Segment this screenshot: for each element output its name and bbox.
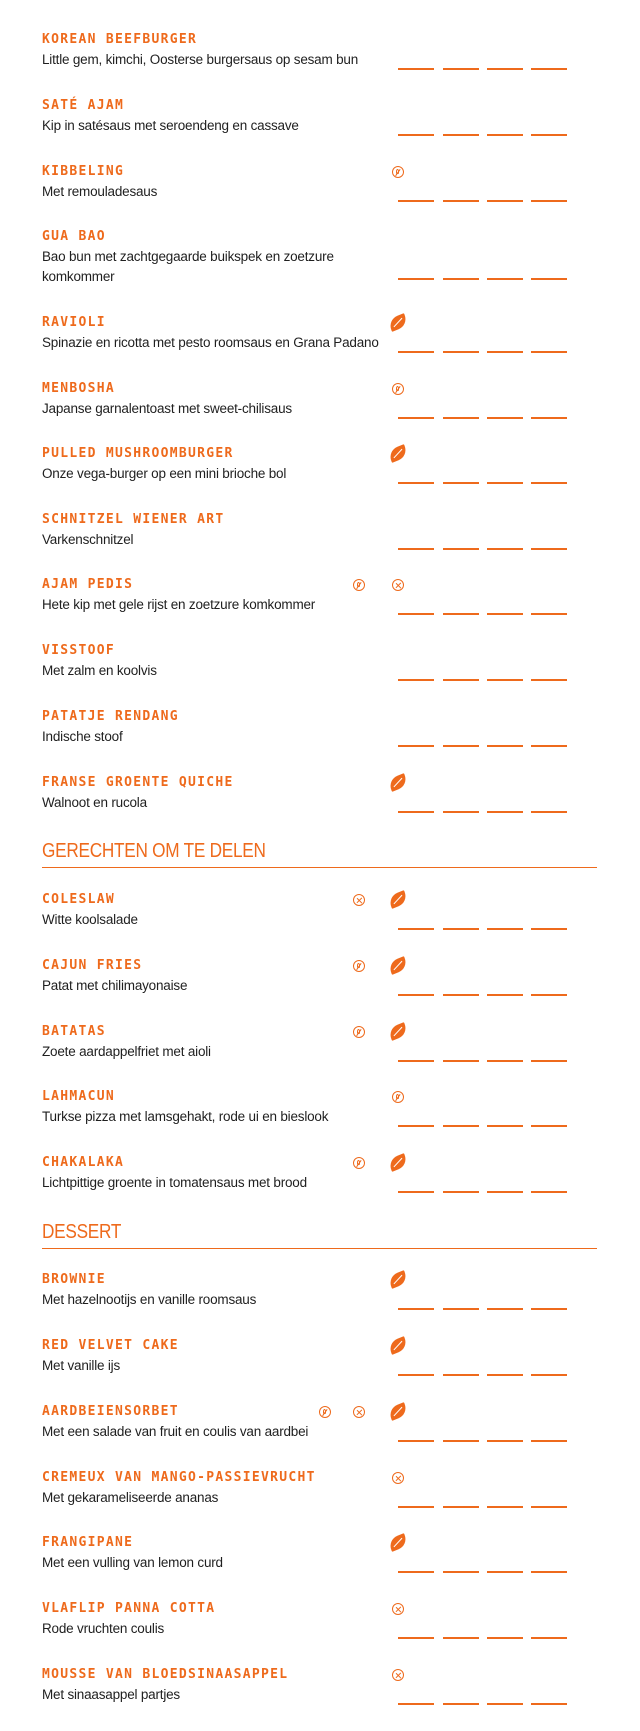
menu-item-name: PATATJE RENDANG [42,709,179,724]
write-in-line[interactable] [398,1637,434,1639]
gluten-free-icon [390,164,406,180]
write-in-line[interactable] [443,994,479,996]
menu-item-description: Zoete aardappelfriet met aioli [42,1044,211,1059]
write-in-line[interactable] [398,1060,434,1062]
menu-item-name: VLAFLIP PANNA COTTA [42,1601,216,1616]
write-in-line[interactable] [487,1703,523,1705]
write-in-line[interactable] [443,1125,479,1127]
vegetarian-leaf-icon [390,1338,406,1354]
gluten-free-icon [351,1024,367,1040]
order-quantity-lines[interactable] [398,1125,578,1127]
menu-item [42,1667,602,1727]
menu-item [42,958,602,1018]
write-in-line[interactable] [398,68,434,70]
menu-item-description: Kip in satésaus met seroendeng en cassave [42,118,299,133]
write-in-line[interactable] [531,613,567,615]
write-in-line[interactable] [531,134,567,136]
write-in-line[interactable] [443,745,479,747]
write-in-line[interactable] [443,278,479,280]
menu-item [42,1155,602,1215]
menu-item-description: Spinazie en ricotta met pesto roomsaus en Grana Padano [42,335,379,350]
menu-item-name: LAHMACUN [42,1089,116,1104]
write-in-line[interactable] [443,1060,479,1062]
write-in-line[interactable] [487,994,523,996]
write-in-line[interactable] [398,1571,434,1573]
order-quantity-lines[interactable] [398,278,578,280]
menu-item [42,32,602,92]
write-in-line[interactable] [487,1374,523,1376]
menu-item-description: Indische stoof [42,729,123,744]
vegetarian-leaf-icon [390,1535,406,1551]
menu-item-description: Met vanille ijs [42,1358,121,1373]
write-in-line[interactable] [443,417,479,419]
write-in-line[interactable] [443,1506,479,1508]
menu-item-description: Met hazelnootijs en vanille roomsaus [42,1292,257,1307]
write-in-line[interactable] [487,68,523,70]
menu-item-name: CHAKALAKA [42,1155,125,1170]
menu-item [42,577,602,637]
write-in-line[interactable] [487,613,523,615]
menu-item-name: KIBBELING [42,164,125,179]
write-in-line[interactable] [531,200,567,202]
order-quantity-lines[interactable] [398,745,578,747]
write-in-line[interactable] [443,68,479,70]
write-in-line[interactable] [398,679,434,681]
order-quantity-lines[interactable] [398,928,578,930]
write-in-line[interactable] [531,278,567,280]
order-quantity-lines[interactable] [398,994,578,996]
gluten-free-icon [390,1089,406,1105]
menu-item-description: Met een vulling van lemon curd [42,1555,223,1570]
menu-item-description: Little gem, kimchi, Oosterse burgersaus op sesam bun [42,52,358,67]
write-in-line[interactable] [443,134,479,136]
write-in-line[interactable] [531,679,567,681]
menu-item [42,381,602,441]
write-in-line[interactable] [443,613,479,615]
write-in-line[interactable] [531,1703,567,1705]
menu-item-name: SCHNITZEL WIENER ART [42,512,225,527]
menu-item-description: Hete kip met gele rijst en zoetzure komkommer [42,597,316,612]
menu-item-name: CAJUN FRIES [42,958,143,973]
menu-item [42,164,602,224]
menu-item-description: Varkenschnitzel [42,532,134,547]
write-in-line[interactable] [398,928,434,930]
write-in-line[interactable] [443,1703,479,1705]
menu-item-description: Rode vruchten coulis [42,1621,165,1636]
menu-item [42,1272,602,1332]
write-in-line[interactable] [398,548,434,550]
write-in-line[interactable] [487,1506,523,1508]
menu-item [42,512,602,572]
write-in-line[interactable] [398,1191,434,1193]
write-in-line[interactable] [398,745,434,747]
order-quantity-lines[interactable] [398,1440,578,1442]
write-in-line[interactable] [443,482,479,484]
write-in-line[interactable] [487,482,523,484]
write-in-line[interactable] [443,200,479,202]
menu-item-name: VISSTOOF [42,643,116,658]
write-in-line[interactable] [443,811,479,813]
menu-item-description: Witte koolsalade [42,912,138,927]
lactose-free-icon [390,1470,406,1486]
write-in-line[interactable] [531,745,567,747]
gluten-free-icon [351,1155,367,1171]
menu-item [42,643,602,703]
order-quantity-lines[interactable] [398,68,578,70]
write-in-line[interactable] [487,1308,523,1310]
lactose-free-icon [390,577,406,593]
menu-item-description: Met zalm en koolvis [42,663,157,678]
vegetarian-leaf-icon [390,892,406,908]
write-in-line[interactable] [398,1703,434,1705]
menu-item [42,1535,602,1595]
write-in-line[interactable] [443,679,479,681]
write-in-line[interactable] [531,811,567,813]
lactose-free-icon [390,1601,406,1617]
menu-item-name: RAVIOLI [42,315,106,330]
menu-item [42,98,602,158]
menu-item-description: Lichtpittige groente in tomatensaus met brood [42,1175,307,1190]
menu-item-description: Bao bun met zachtgegaarde buikspek en zoetzure komkommer [42,249,334,284]
vegetarian-leaf-icon [390,958,406,974]
write-in-line[interactable] [487,745,523,747]
write-in-line[interactable] [531,548,567,550]
order-quantity-lines[interactable] [398,200,578,202]
menu-item-name: GUA BAO [42,229,106,244]
menu-item-description: Met een salade van fruit en coulis van aardbei [42,1424,309,1439]
order-quantity-lines[interactable] [398,1374,578,1376]
write-in-line[interactable] [398,1125,434,1127]
order-quantity-lines[interactable] [398,1060,578,1062]
lactose-free-icon [351,892,367,908]
write-in-line[interactable] [443,1191,479,1193]
write-in-line[interactable] [443,1308,479,1310]
menu-item-description: Met sinaasappel partjes [42,1687,180,1702]
menu-item [42,1338,602,1398]
write-in-line[interactable] [531,994,567,996]
section-divider-dessert [42,1248,597,1249]
write-in-line[interactable] [531,928,567,930]
order-quantity-lines[interactable] [398,1506,578,1508]
order-quantity-lines[interactable] [398,1308,578,1310]
menu-item-name: SATÉ AJAM [42,98,125,113]
menu-item [42,315,602,375]
vegetarian-leaf-icon [390,315,406,331]
section-title-share: GERECHTEN OM TE DELEN [42,840,266,862]
write-in-line[interactable] [531,68,567,70]
write-in-line[interactable] [487,811,523,813]
write-in-line[interactable] [398,351,434,353]
order-quantity-lines[interactable] [398,1571,578,1573]
write-in-line[interactable] [487,1440,523,1442]
write-in-line[interactable] [531,1571,567,1573]
lactose-free-icon [390,1667,406,1683]
order-quantity-lines[interactable] [398,811,578,813]
write-in-line[interactable] [398,1506,434,1508]
write-in-line[interactable] [487,1191,523,1193]
write-in-line[interactable] [398,1308,434,1310]
vegetarian-leaf-icon [390,1272,406,1288]
write-in-line[interactable] [398,1440,434,1442]
section-title-dessert: DESSERT [42,1221,122,1243]
write-in-line[interactable] [531,482,567,484]
order-quantity-lines[interactable] [398,351,578,353]
write-in-line[interactable] [443,351,479,353]
write-in-line[interactable] [531,1060,567,1062]
gluten-free-icon [351,577,367,593]
order-quantity-lines[interactable] [398,482,578,484]
write-in-line[interactable] [531,1506,567,1508]
menu-item-description: Walnoot en rucola [42,795,147,810]
write-in-line[interactable] [531,1637,567,1639]
gluten-free-icon [317,1404,333,1420]
order-quantity-lines[interactable] [398,1703,578,1705]
menu-item [42,229,602,289]
order-quantity-lines[interactable] [398,1637,578,1639]
write-in-line[interactable] [531,417,567,419]
write-in-line[interactable] [487,1571,523,1573]
write-in-line[interactable] [487,1125,523,1127]
write-in-line[interactable] [487,351,523,353]
write-in-line[interactable] [487,928,523,930]
write-in-line[interactable] [487,679,523,681]
vegetarian-leaf-icon [390,1024,406,1040]
write-in-line[interactable] [443,928,479,930]
order-quantity-lines[interactable] [398,417,578,419]
menu-item [42,775,602,835]
order-quantity-lines[interactable] [398,613,578,615]
write-in-line[interactable] [487,417,523,419]
menu-item [42,1024,602,1084]
write-in-line[interactable] [398,1374,434,1376]
lactose-free-icon [351,1404,367,1420]
menu-item-description: Japanse garnalentoast met sweet-chilisaus [42,401,292,416]
menu-item-name: KOREAN BEEFBURGER [42,32,198,47]
gluten-free-icon [351,958,367,974]
order-quantity-lines[interactable] [398,1191,578,1193]
order-quantity-lines[interactable] [398,548,578,550]
menu-item-description: Patat met chilimayonaise [42,978,188,993]
section-divider-share [42,867,597,868]
write-in-line[interactable] [398,613,434,615]
write-in-line[interactable] [487,548,523,550]
write-in-line[interactable] [531,351,567,353]
menu-item-description: Met gekarameliseerde ananas [42,1490,219,1505]
menu-item-name: COLESLAW [42,892,116,907]
gluten-free-icon [390,381,406,397]
menu-item-name: CREMEUX VAN MANGO-PASSIEVRUCHT [42,1470,316,1485]
write-in-line[interactable] [398,994,434,996]
menu-item [42,1089,602,1149]
vegetarian-leaf-icon [390,446,406,462]
write-in-line[interactable] [487,1060,523,1062]
write-in-line[interactable] [398,811,434,813]
menu-item-name: AJAM PEDIS [42,577,134,592]
write-in-line[interactable] [531,1125,567,1127]
menu-item [42,892,602,952]
order-quantity-lines[interactable] [398,679,578,681]
menu-item-name: PULLED MUSHROOMBURGER [42,446,234,461]
menu-item-name: FRANGIPANE [42,1535,134,1550]
write-in-line[interactable] [443,548,479,550]
menu-item [42,446,602,506]
write-in-line[interactable] [443,1440,479,1442]
menu-item-name: MOUSSE VAN BLOEDSINAASAPPEL [42,1667,289,1682]
menu-item [42,1470,602,1530]
write-in-line[interactable] [531,1374,567,1376]
write-in-line[interactable] [531,1308,567,1310]
menu-item [42,1404,602,1464]
write-in-line[interactable] [487,1637,523,1639]
vegetarian-leaf-icon [390,775,406,791]
write-in-line[interactable] [487,134,523,136]
menu-item-description: Turkse pizza met lamsgehakt, rode ui en bieslook [42,1109,329,1124]
write-in-line[interactable] [398,134,434,136]
vegetarian-leaf-icon [390,1404,406,1420]
write-in-line[interactable] [443,1374,479,1376]
menu-item-description: Onze vega-burger op een mini brioche bol [42,466,287,481]
menu-item-name: MENBOSHA [42,381,116,396]
write-in-line[interactable] [443,1571,479,1573]
menu-item-name: BROWNIE [42,1272,106,1287]
write-in-line[interactable] [487,200,523,202]
menu-item-name: AARDBEIENSORBET [42,1404,179,1419]
order-quantity-lines[interactable] [398,134,578,136]
menu-item [42,1601,602,1661]
write-in-line[interactable] [398,417,434,419]
write-in-line[interactable] [531,1191,567,1193]
write-in-line[interactable] [487,278,523,280]
menu-item-name: BATATAS [42,1024,106,1039]
write-in-line[interactable] [531,1440,567,1442]
menu-item [42,709,602,769]
write-in-line[interactable] [443,1637,479,1639]
write-in-line[interactable] [398,200,434,202]
menu-item-name: FRANSE GROENTE QUICHE [42,775,234,790]
menu-item-name: RED VELVET CAKE [42,1338,179,1353]
menu-item-description: Met remouladesaus [42,184,158,199]
write-in-line[interactable] [398,482,434,484]
vegetarian-leaf-icon [390,1155,406,1171]
write-in-line[interactable] [398,278,434,280]
